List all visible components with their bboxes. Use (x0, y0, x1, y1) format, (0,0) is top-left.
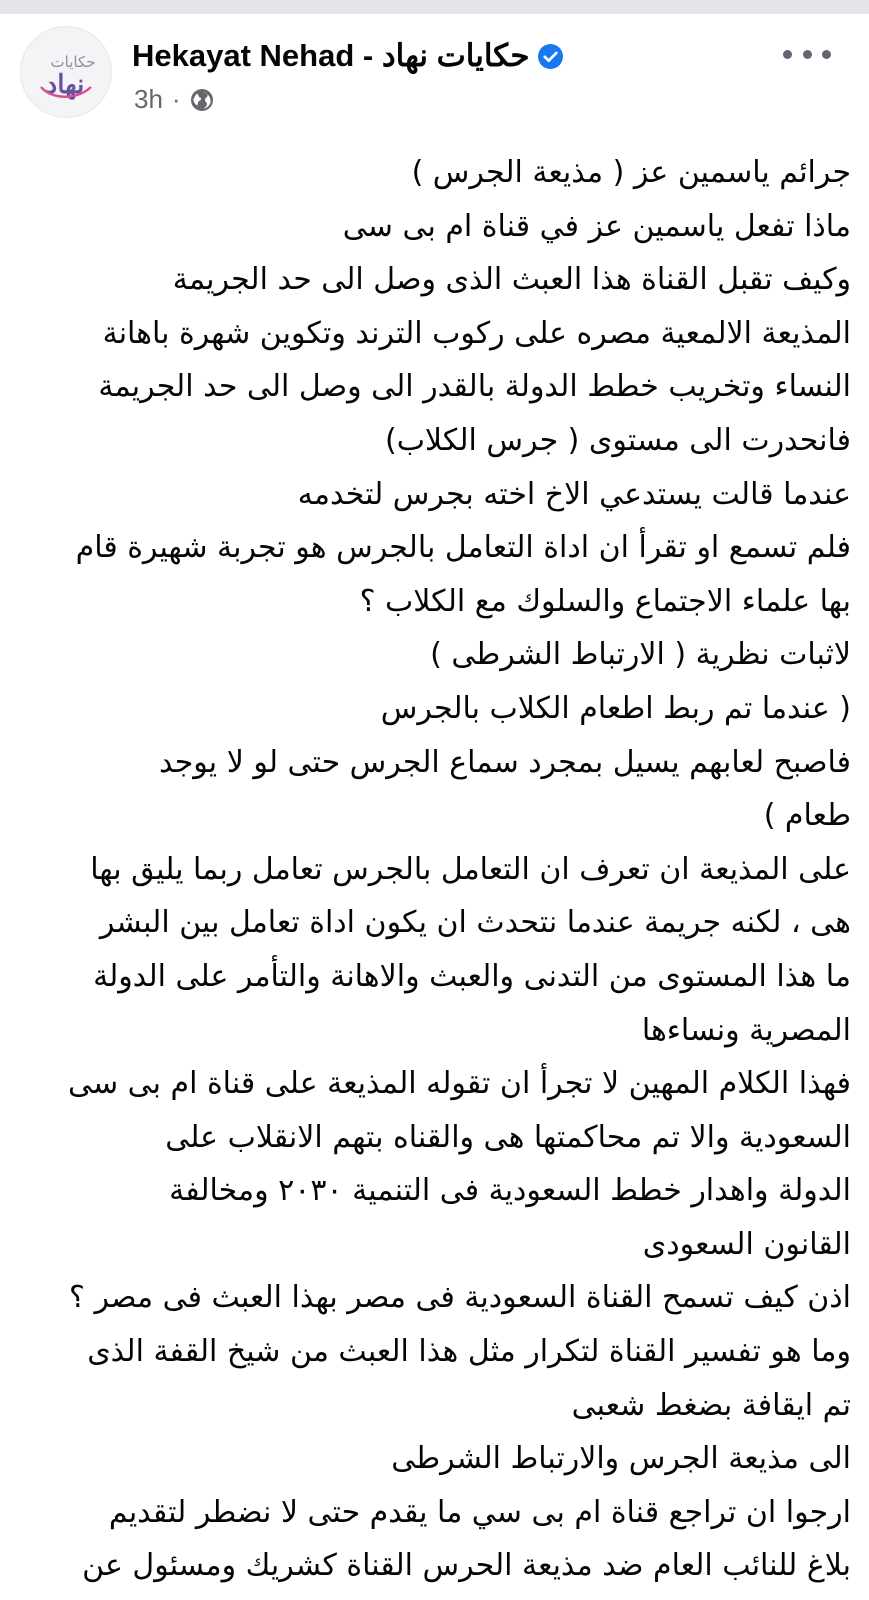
post-line: ماذا تفعل ياسمين عز في قناة ام بى سى (342, 208, 851, 244)
top-divider (0, 0, 869, 14)
verified-badge-icon (538, 44, 563, 69)
post-text (0, 146, 869, 1593)
post-line: الدولة واهدار خطط السعودية فى التنمية ٢٠٣٠ ومخالفة (169, 1173, 851, 1209)
more-horizontal-icon[interactable] (783, 42, 831, 66)
post-line: ( عندما تم ربط اطعام الكلاب بالجرس (380, 690, 851, 726)
post-line: السعودية والا تم محاكمتها هى والقناه بتهم الانقلاب على (165, 1119, 851, 1155)
post-line: النساء وتخريب خطط الدولة بالقدر الى وصل الى حد الجريمة (98, 369, 851, 405)
post-line: على المذيعة ان تعرف ان التعامل بالجرس تعامل ربما يليق بها (90, 851, 851, 887)
post-line: طعام ) (763, 798, 851, 834)
post-meta (134, 84, 214, 115)
post-line: تم ايقافة بضغط شعبى (571, 1387, 851, 1423)
avatar-text-bottom: نهاد (45, 70, 85, 100)
post-line: بلاغ للنائب العام ضد مذيعة الحرس القناة كشريك ومسئول عن (82, 1548, 851, 1584)
post-line: جرائم ياسمين عز ( مذيعة الجرس ) (411, 155, 851, 190)
post-line: فلم تسمع او تقرأ ان اداة التعامل بالجرس هو تجربة شهيرة قام (75, 530, 851, 566)
post-line: لاثبات نظرية ( الارتباط الشرطى ) (430, 637, 851, 673)
post-line: القانون السعودى (642, 1226, 851, 1262)
post-line: وما هو تفسير القناة لتكرار مثل هذا العبث من شيخ القفة الذى (87, 1334, 851, 1370)
post-line: فاصبح لعابهم يسيل بمجرد سماع الجرس حتى لو لا يوجد (159, 744, 851, 780)
globe-icon[interactable] (190, 88, 214, 112)
meta-separator: · (171, 84, 181, 114)
page-name[interactable]: Hekayat Nehad - حكايات نهاد (132, 38, 530, 73)
post-line: الى مذيعة الجرس والارتباط الشرطى (391, 1441, 851, 1477)
post-line: عندما قالت يستدعي الاخ اخته بجرس لتخدمه (297, 476, 851, 512)
page-name-row (132, 34, 563, 78)
avatar-text-top: حكايات (50, 53, 96, 71)
post-line: وكيف تقبل القناة هذا العبث الذى وصل الى حد الجريمة (172, 262, 851, 298)
avatar[interactable] (20, 26, 112, 118)
post-line: ارجوا ان تراجع قناة ام بى سي ما يقدم حتى لا نضطر لتقديم (108, 1494, 851, 1530)
avatar-logo (21, 27, 111, 117)
post-line: المصرية ونساءها (641, 1012, 851, 1048)
post-line: المذيعة الالمعية مصره على ركوب الترند وتكوين شهرة باهانة (102, 315, 851, 351)
post-line: بها علماء الاجتماع والسلوك مع الكلاب ؟ (359, 583, 851, 619)
post-line: فهذا الكلام المهين لا تجرأ ان تقوله المذيعة على قناة ام بى سى (67, 1066, 851, 1102)
post-line: ما هذا المستوى من التدنى والعبث والاهانة والتأمر على الدولة (93, 958, 851, 994)
post-line: فانحدرت الى مستوى ( جرس الكلاب) (384, 422, 851, 458)
post-time[interactable]: 3h (134, 84, 163, 114)
post-line: اذن كيف تسمح القناة السعودية فى مصر بهذا العبث فى مصر ؟ (68, 1280, 851, 1316)
post-line: هى ، لكنه جريمة عندما نتحدث ان يكون اداة تعامل بين البشر (99, 905, 851, 941)
post-header (0, 14, 869, 124)
